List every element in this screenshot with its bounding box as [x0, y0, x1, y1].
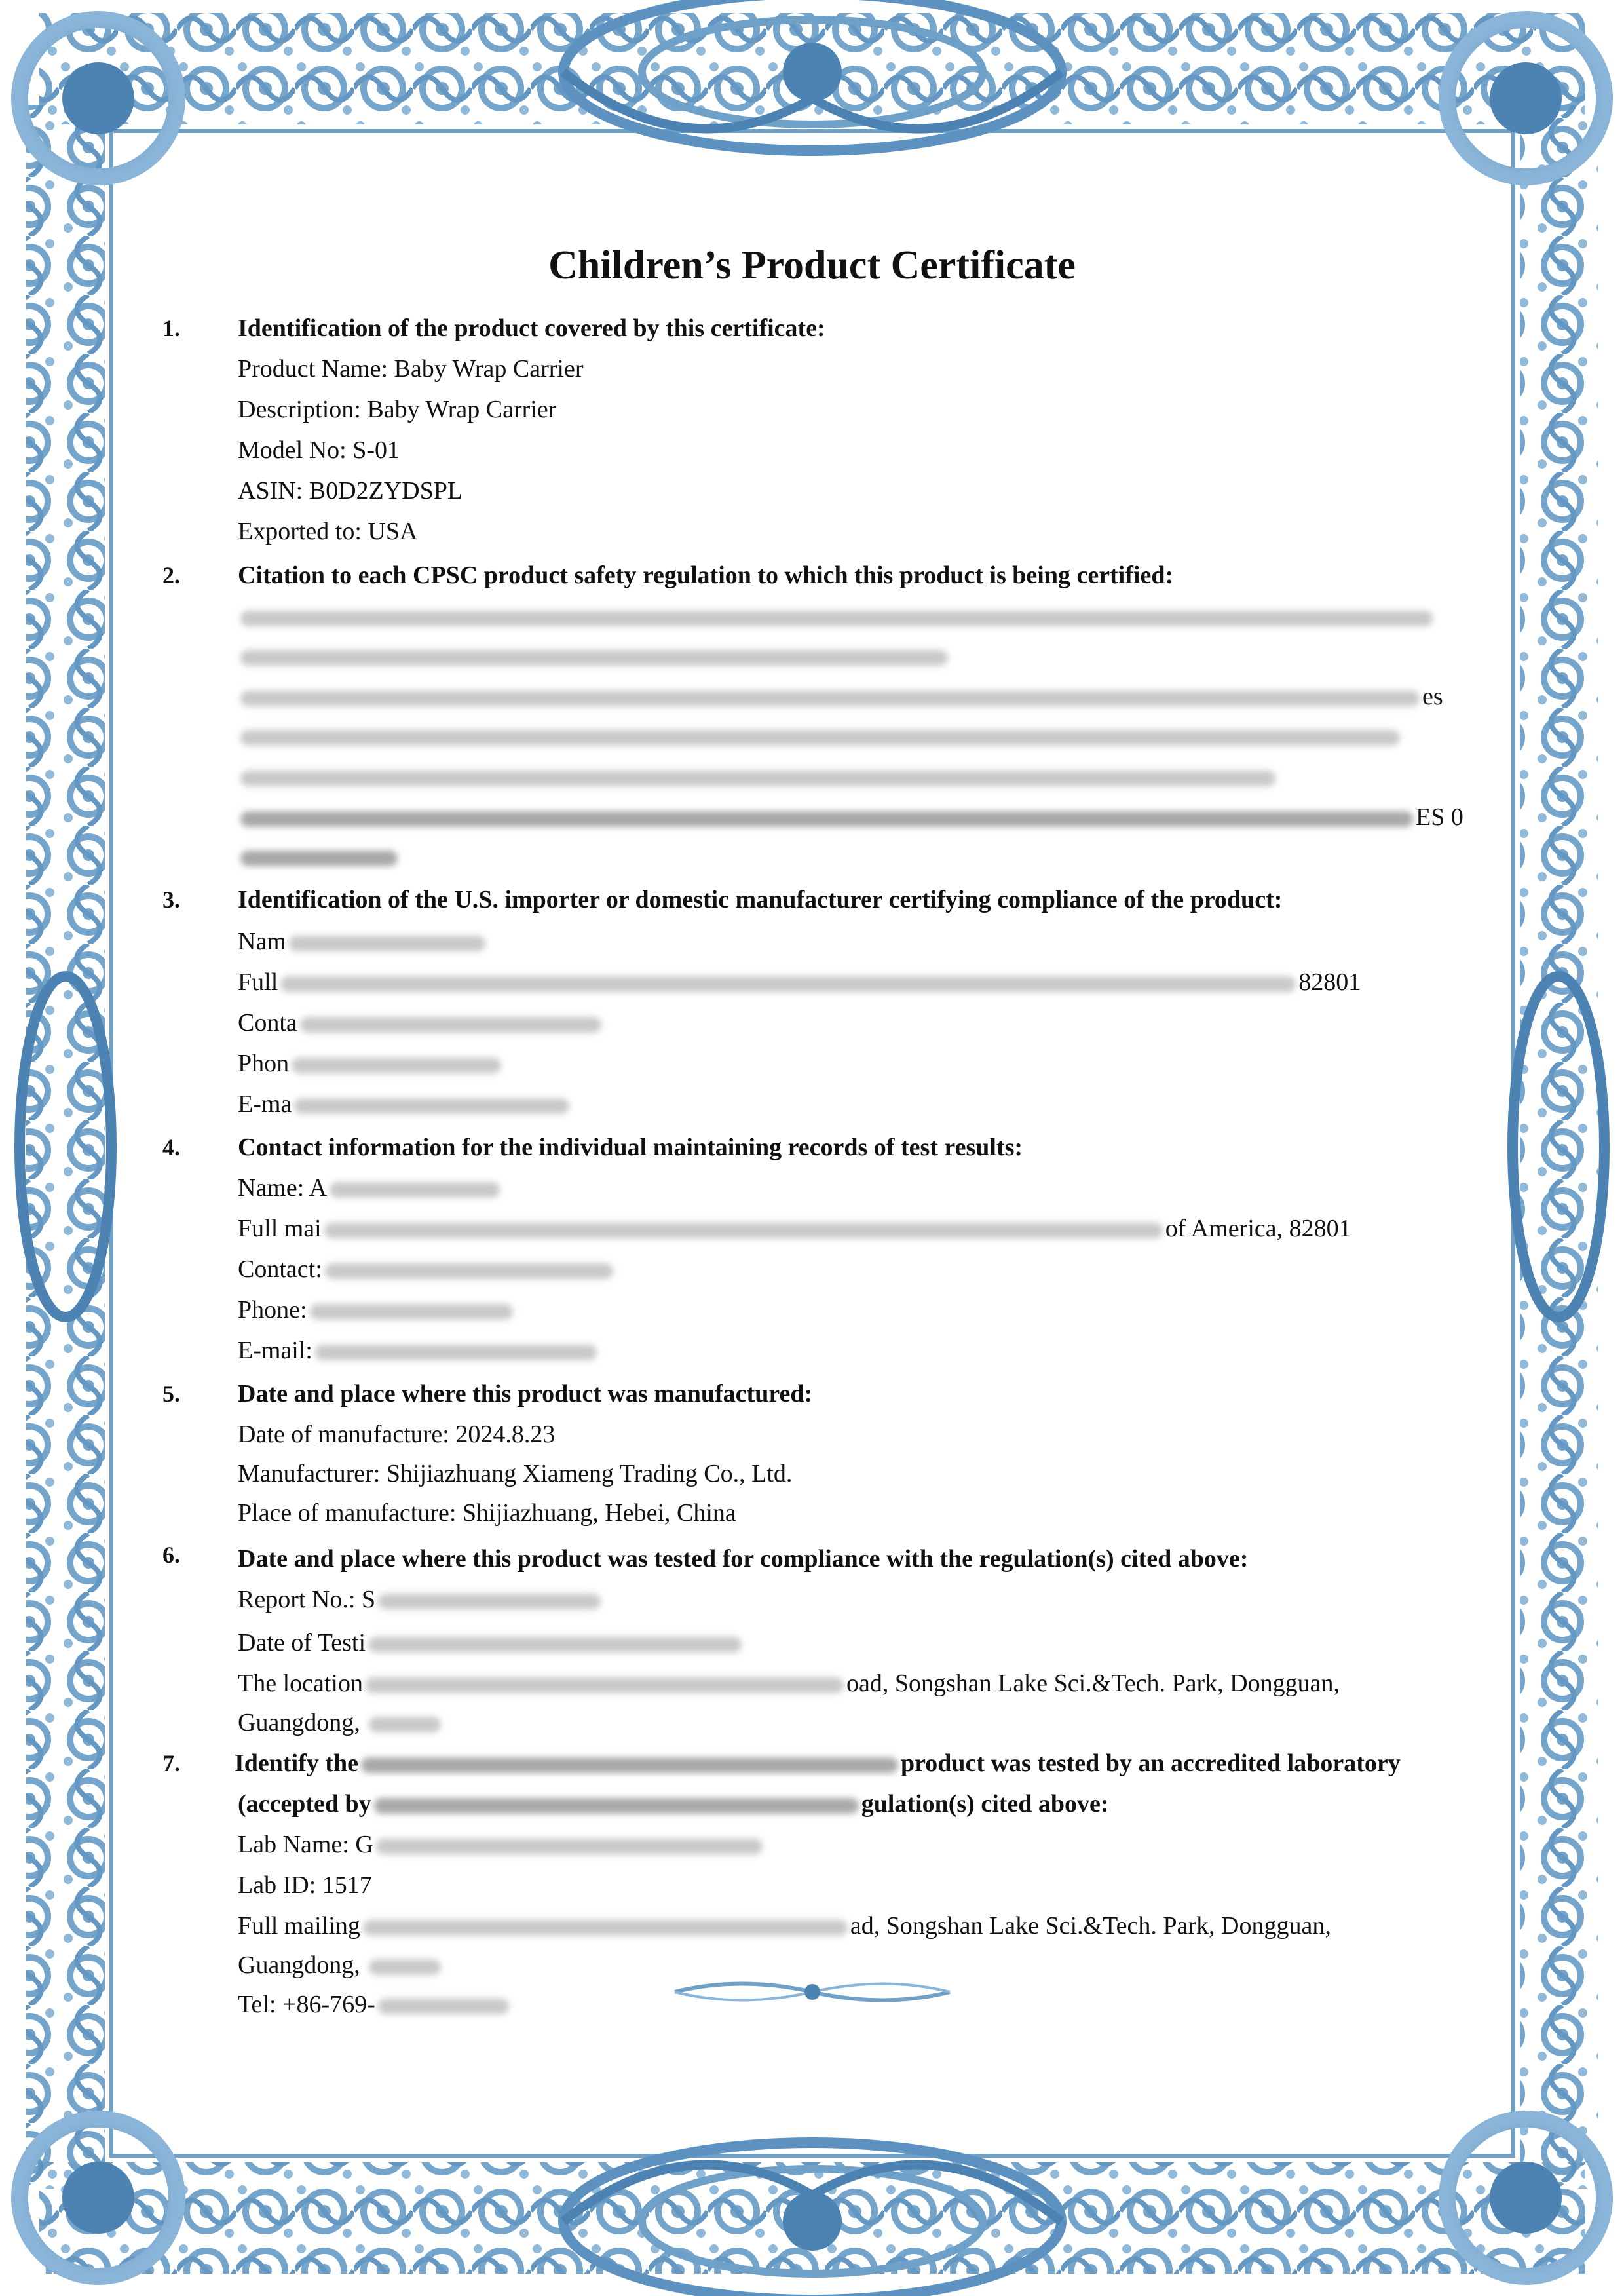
- section-2-number: 2.: [162, 562, 180, 588]
- description-label: Description:: [238, 396, 361, 423]
- model-line: [238, 435, 400, 465]
- importer-phone-label: Phon: [238, 1050, 290, 1077]
- section-1-heading: Identification of the product covered by this certificate:: [238, 315, 825, 342]
- importer-address-label: Full: [238, 968, 278, 996]
- redacted-text: [240, 730, 1400, 746]
- redacted-text: [374, 1798, 859, 1814]
- test-location-tail: oad, Songshan Lake Sci.&Tech. Park, Dongguan,: [846, 1670, 1340, 1697]
- redacted-text: [363, 1920, 848, 1936]
- lab-id-value: 1517: [322, 1871, 372, 1899]
- records-phone-line: [238, 1295, 516, 1325]
- test-location-label: The location: [238, 1670, 363, 1697]
- records-name-partial: A: [309, 1174, 328, 1202]
- redacted-text: [240, 691, 1420, 706]
- section-7-heading: [235, 1748, 1401, 1778]
- bottom-center-ornament: [563, 2143, 1061, 2296]
- redacted-text: [292, 1058, 501, 1073]
- regulation-line-3-tail: es: [1422, 683, 1443, 710]
- manufacture-place-value: Shijiazhuang, Hebei, China: [462, 1499, 736, 1527]
- section-2-heading: Citation to each CPSC product safety regulation to which this product is being certified:: [238, 562, 1174, 589]
- regulation-line-5: [238, 761, 1278, 792]
- redacted-text: [369, 1959, 441, 1975]
- section-4-heading: Contact information for the individual maintaining records of test results:: [238, 1134, 1023, 1161]
- section-1-number: 1.: [162, 315, 180, 341]
- product-name-line: [238, 354, 584, 384]
- redacted-text: [368, 1637, 742, 1653]
- exported-line: [238, 516, 417, 546]
- model-label: Model No:: [238, 436, 347, 464]
- importer-address-line: [238, 967, 1361, 997]
- exported-value: USA: [368, 518, 418, 545]
- lab-id-line: [238, 1870, 372, 1900]
- records-address-label: Full mai: [238, 1215, 322, 1242]
- section-3-heading: Identification of the U.S. importer or domestic manufacturer certifying compliance of the product:: [238, 886, 1283, 913]
- section-7-heading-part2: product was tested by an accredited laboratory: [900, 1750, 1401, 1777]
- manufacture-date-value: 2024.8.23: [455, 1421, 556, 1448]
- redacted-text: [240, 771, 1275, 786]
- test-date-line: [238, 1628, 744, 1658]
- section-7-number: 7.: [162, 1750, 180, 1776]
- records-address-tail: of America, 82801: [1165, 1215, 1351, 1242]
- description-line: [238, 394, 556, 425]
- redacted-text: [376, 1839, 763, 1854]
- lab-id-label: Lab ID:: [238, 1871, 316, 1899]
- regulation-line-2: [238, 641, 951, 671]
- section-6-number: 6.: [162, 1542, 180, 1568]
- report-no-label: Report No.:: [238, 1586, 356, 1613]
- redacted-text: [294, 1098, 569, 1114]
- redacted-text: [369, 1717, 441, 1732]
- lab-name-line: [238, 1829, 765, 1860]
- records-contact-line: [238, 1254, 616, 1284]
- report-no-line: [238, 1584, 603, 1615]
- redacted-text: [361, 1757, 898, 1773]
- lab-address-line2: Guangdong,: [238, 1951, 360, 1979]
- redacted-text: [240, 851, 398, 866]
- redacted-text: [289, 936, 485, 951]
- test-location-line: [238, 1668, 1340, 1698]
- lab-address-label: Full mailing: [238, 1912, 360, 1940]
- section-7-heading2-part1: (accepted by: [238, 1790, 371, 1818]
- section-6-heading: Date and place where this product was tested for compliance with the regulation(s) cited above:: [238, 1545, 1249, 1573]
- top-center-ornament: [563, 0, 1061, 151]
- records-email-line: [238, 1335, 599, 1366]
- regulation-line-1: [238, 602, 1435, 632]
- manufacture-place-line: [238, 1498, 736, 1528]
- manufacturer-line: [238, 1459, 792, 1489]
- redacted-text: [240, 611, 1433, 626]
- section-7-heading-part1: Identify the: [235, 1750, 358, 1777]
- importer-contact-label: Conta: [238, 1009, 297, 1037]
- asin-line: [238, 476, 463, 506]
- model-value: S-01: [352, 436, 400, 464]
- divider-flourish: [668, 1972, 956, 2012]
- importer-name-label: Nam: [238, 928, 286, 955]
- report-no-partial: S: [361, 1586, 376, 1613]
- regulation-line-7: [238, 841, 400, 871]
- description-value: Baby Wrap Carrier: [367, 396, 557, 423]
- test-date-label: Date of Testi: [238, 1629, 366, 1656]
- manufacture-date-line: [238, 1419, 555, 1449]
- section-5-number: 5.: [162, 1381, 180, 1407]
- lab-tel-partial: +86-769-: [282, 1991, 375, 2018]
- records-email-label: E-mail:: [238, 1337, 312, 1364]
- section-7-heading2-part2: gulation(s) cited above:: [861, 1790, 1109, 1818]
- lab-name-label: Lab Name:: [238, 1831, 349, 1858]
- importer-email-label: E-ma: [238, 1090, 292, 1118]
- product-name-label: Product Name:: [238, 355, 388, 383]
- manufacture-place-label: Place of manufacture:: [238, 1499, 457, 1527]
- records-contact-label: Contact:: [238, 1255, 322, 1283]
- section-5-heading: Date and place where this product was manufactured:: [238, 1380, 813, 1407]
- asin-value: B0D2ZYDSPL: [309, 477, 463, 505]
- test-location-line-2: [238, 1708, 444, 1738]
- regulation-line-6-tail: ES 0: [1416, 803, 1463, 831]
- redacted-text: [378, 1594, 601, 1609]
- redacted-text: [378, 1999, 509, 2014]
- redacted-text: [240, 650, 948, 666]
- records-address-line: [238, 1214, 1351, 1244]
- redacted-text: [325, 1263, 613, 1279]
- lab-address-line-2: [238, 1950, 444, 1980]
- redacted-text: [280, 976, 1296, 992]
- regulation-line-4: [238, 721, 1403, 751]
- manufacturer-value: Shijiazhuang Xiameng Trading Co., Ltd.: [386, 1460, 793, 1487]
- manufacturer-label: Manufacturer:: [238, 1460, 381, 1487]
- redacted-text: [315, 1345, 597, 1360]
- redacted-text: [330, 1182, 500, 1198]
- redacted-text: [366, 1677, 844, 1693]
- redacted-text: [240, 811, 1413, 827]
- certificate-title: Children’s Product Certificate: [548, 243, 1076, 288]
- regulation-line-6: [238, 802, 1463, 832]
- lab-tel-line: [238, 1989, 512, 2019]
- regulation-line-3: [238, 681, 1443, 712]
- records-name-label: Name:: [238, 1174, 305, 1202]
- lab-name-partial: G: [355, 1831, 373, 1858]
- redacted-text: [300, 1017, 601, 1033]
- section-7-heading-line-2: [238, 1789, 1109, 1819]
- section-3-number: 3.: [162, 887, 180, 913]
- importer-name-line: [238, 927, 488, 957]
- importer-phone-line: [238, 1048, 504, 1079]
- importer-email-line: [238, 1089, 572, 1119]
- records-phone-label: Phone:: [238, 1296, 307, 1324]
- lab-address-tail: ad, Songshan Lake Sci.&Tech. Park, Dongguan,: [850, 1912, 1331, 1940]
- product-name-value: Baby Wrap Carrier: [394, 355, 584, 383]
- lab-address-line: [238, 1911, 1331, 1941]
- redacted-text: [310, 1304, 513, 1320]
- asin-label: ASIN:: [238, 477, 303, 505]
- test-location-line2: Guangdong,: [238, 1709, 360, 1736]
- redacted-text: [324, 1223, 1163, 1238]
- exported-label: Exported to:: [238, 518, 362, 545]
- manufacture-date-label: Date of manufacture:: [238, 1421, 449, 1448]
- importer-contact-line: [238, 1008, 604, 1038]
- section-4-number: 4.: [162, 1134, 180, 1160]
- importer-address-tail: 82801: [1298, 968, 1361, 996]
- lab-tel-label: Tel:: [238, 1991, 276, 2018]
- records-name-line: [238, 1173, 502, 1203]
